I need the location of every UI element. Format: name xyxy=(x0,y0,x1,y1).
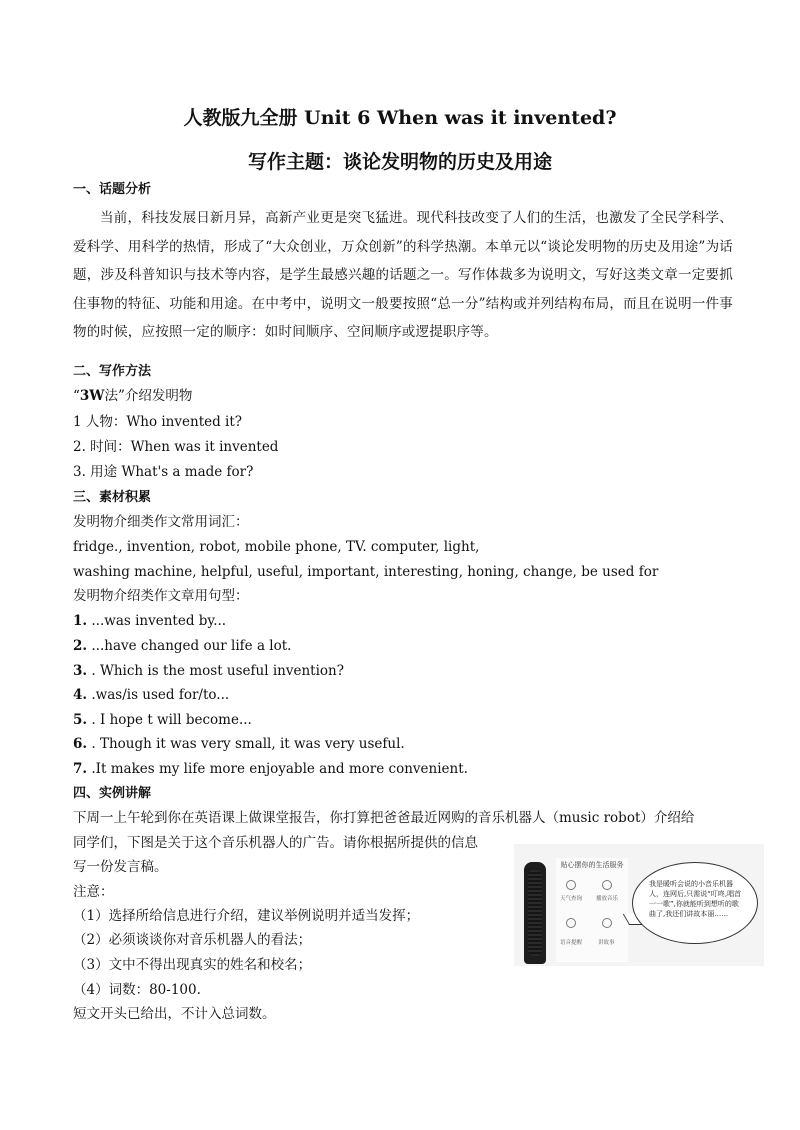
pattern-item xyxy=(73,710,252,730)
feature-label: 讲故事 xyxy=(598,940,615,946)
pattern-text: . I hope t will become... xyxy=(87,712,252,728)
weather-icon xyxy=(566,880,576,890)
document-title: 人教版九全册 Unit 6 When was it invented? xyxy=(183,107,617,129)
method-intro-rest: 法”介绍发明物 xyxy=(104,388,193,404)
note-item: （3）文中不得出现真实的姓名和校名； xyxy=(73,957,312,973)
reminder-icon xyxy=(566,918,576,928)
method-intro-open: “ xyxy=(73,388,80,404)
section-heading-method: 二、写作方法 xyxy=(73,364,152,379)
pattern-number: 2. xyxy=(73,638,88,654)
pattern-text: .was/is used for/to... xyxy=(87,687,230,703)
method-item: 3. 用途 What's a made for? xyxy=(73,464,254,480)
music-icon xyxy=(602,880,612,890)
pattern-item xyxy=(73,685,229,705)
method-intro xyxy=(73,386,192,406)
method-item: 1 人物：Who invented it? xyxy=(73,414,243,430)
story-icon xyxy=(602,918,612,928)
pattern-item xyxy=(73,636,291,656)
pattern-item xyxy=(73,611,226,631)
pattern-number: 7. xyxy=(73,761,88,777)
vocab-label: 发明物介细类作文常用词汇： xyxy=(73,514,249,530)
section-heading-example: 四、实例讲解 xyxy=(73,786,152,801)
vocab-line: washing machine, helpful, useful, important, interesting, honing, change, be used for xyxy=(73,564,659,580)
pattern-number: 6. xyxy=(73,736,88,752)
vocab-line: fridge., invention, robot, mobile phone, TV. computer, light, xyxy=(73,539,480,555)
feature-label: 语音提醒 xyxy=(560,940,583,946)
note-item: （4）词数：80-100. xyxy=(73,982,201,998)
pattern-item xyxy=(73,734,405,754)
pattern-text: . Though it was very small, it was very useful. xyxy=(87,736,405,752)
method-item: 2. 时间：When was it invented xyxy=(73,439,279,455)
pattern-text: . Which is the most useful invention? xyxy=(87,663,344,679)
speech-bubble xyxy=(632,862,758,944)
pattern-number: 4. xyxy=(73,687,88,703)
example-text: 下周一上午轮到你在英语课上做课堂报告，你打算把爸爸最近网购的音乐机器人（music robot）介绍给 xyxy=(73,810,695,826)
pattern-text: .It makes my life more enjoyable and more convenient. xyxy=(87,761,468,777)
pattern-text: ...was invented by... xyxy=(87,613,227,629)
pattern-text: ...have changed our life a lot. xyxy=(87,638,292,654)
pattern-number: 5. xyxy=(73,712,88,728)
feature-label: 天气查询 xyxy=(560,896,583,902)
pattern-item xyxy=(73,759,468,779)
feature-panel xyxy=(556,858,628,962)
pattern-label: 发明物介绍类作文章用句型： xyxy=(73,588,249,604)
speech-bubble-text: 我是暖听会说的小音乐机器人，连网后,只需说“叮咚,唱首一一歌”,你就能听到想听的歌曲了,我还们讲故本丽…… xyxy=(649,880,742,918)
feature-label: 播放音乐 xyxy=(596,896,619,902)
note-item: （2）必须谈谈你对音乐机器人的看法； xyxy=(73,932,312,948)
document-subtitle: 写作主题：谈论发明物的历史及用途 xyxy=(247,151,552,173)
pattern-item xyxy=(73,661,344,681)
section-heading-topic: 一、话题分析 xyxy=(73,182,152,197)
note-item: （1）选择所给信息进行介绍，建议举例说明并适当发挥； xyxy=(73,908,420,924)
feature-panel-title: 贴心摆你的生活服务 xyxy=(560,861,624,869)
section-heading-material: 三、素材积累 xyxy=(73,490,152,505)
example-text: 同学们，下图是关于这个音乐机器人的广告。请你根据所提供的信息 xyxy=(73,835,478,851)
note-label: 注意： xyxy=(73,884,114,900)
music-robot-ad-image xyxy=(514,844,764,966)
example-text: 写一份发言稿。 xyxy=(73,859,168,875)
speaker-illustration xyxy=(524,862,546,964)
method-intro-bold: 3W xyxy=(79,388,105,404)
pattern-number: 1. xyxy=(73,613,88,629)
pattern-number: 3. xyxy=(73,663,88,679)
topic-analysis-paragraph: 当前，科技发展日新月异，高新产业更是突飞猛进。现代科技改变了人们的生活，也激发了全民学科学、爱科学、用科学的热情，形成了“大众创业，万众创新”的科学热潮。本单元以“谈论发明物的历史及用途”为话题，涉及科普知识与技术等内容，是学生最感兴趣的话题之一。写作体裁多为说明文，写好这类文章一定要抓住事物的特征、功能和用途。在中考中，说明文一般要按照“总一分”结构或并列结构布局，而且在说明一件事物的时候，应按照一定的顺序：如时间顺序、空间顺序或逻提职序等。 xyxy=(73,210,733,340)
example-footer: 短文开头已给出，不计入总词数。 xyxy=(73,1006,276,1022)
